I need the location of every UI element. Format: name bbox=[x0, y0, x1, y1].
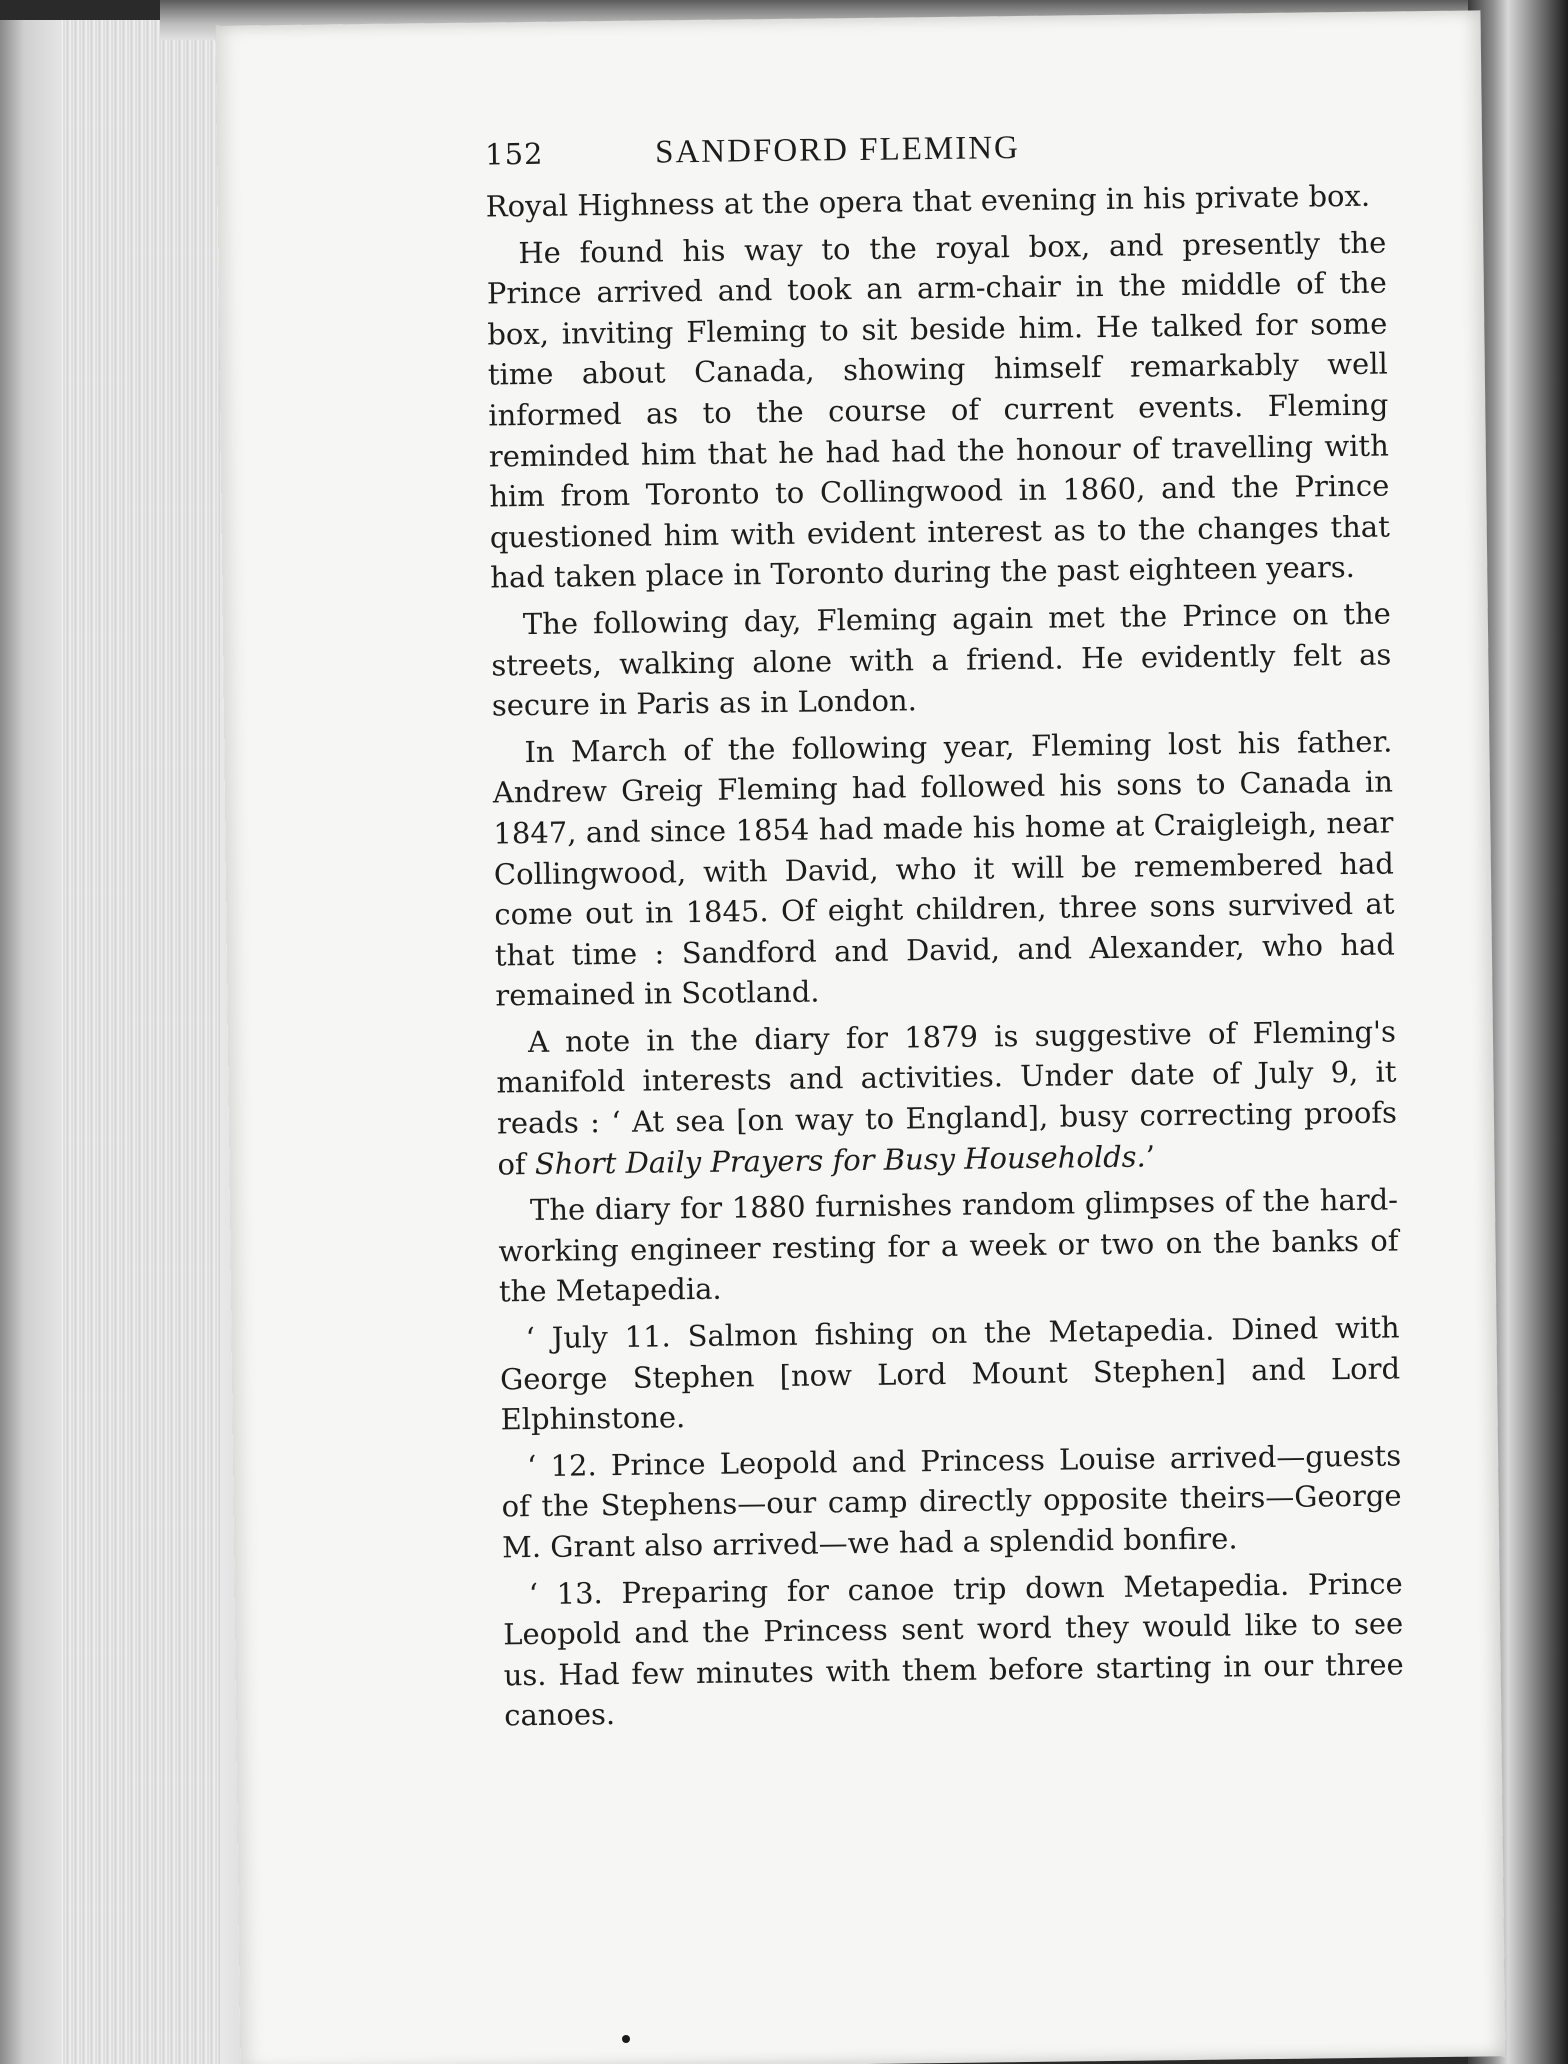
diary-1879-book-title: Short Daily Prayers for Busy Households. bbox=[534, 1139, 1146, 1181]
page-text-block bbox=[485, 124, 1405, 1737]
paragraph-continuation: Royal Highness at the opera that evening in his private box. bbox=[485, 178, 1371, 224]
page-number: 152 bbox=[484, 136, 544, 172]
book-page-edges bbox=[0, 20, 250, 2064]
diary-entry-13: ‘ 13. Preparing for canoe trip down Metapedia. Prince Leopold and the Princess sent word they would like to see us. Had few minutes with them before starting in our three canoes. bbox=[503, 1566, 1404, 1733]
diary-1879-text: A note in the diary for 1879 is suggestive of Fleming's manifold interests and activities. Under date of July 9, it reads : ‘ At sea [on way to England], busy correcting proofs of bbox=[496, 1014, 1398, 1182]
paragraph-following-day: The following day, Fleming again met the Prince on the streets, walking alone with a friend. He evidently felt as secure in Paris as in London. bbox=[491, 596, 1392, 723]
diary-entry-july-11: ‘ July 11. Salmon fishing on the Metapedia. Dined with George Stephen [now Lord Mount Stephen] and Lord Elphinstone. bbox=[499, 1310, 1401, 1437]
paragraph-royal-box: He found his way to the royal box, and presently the Prince arrived and took an arm-chair in the middle of the box, inviting Fleming to sit beside him. He talked for some time about Canada, showing himself remarkably well informed as to the course of current events. Fleming reminded him that he had had the honour of travelling with him from Toronto to Collingwood in 1860, and the Prince questioned him with evident interest as to the changes that had taken place in Toronto during the past eighteen years. bbox=[486, 225, 1390, 595]
running-head bbox=[485, 124, 1386, 185]
paragraph-father: In March of the following year, Fleming lost his father. Andrew Greig Fleming had followed his sons to Canada in 1847, and since 1854 had made his home at Craigleigh, near Collingwood, with David, who it will be remembered had come out in 1845. Of eight children, three sons survived at that time : Sandford and David, and Alexander, who had remained in Scotland. bbox=[492, 724, 1396, 1013]
diary-1879-closing-quote: ’ bbox=[1145, 1139, 1156, 1174]
diary-entry-12: ‘ 12. Prince Leopold and Princess Louise arrived—guests of the Stephens—our camp directly opposite theirs—George M. Grant also arrived—we had a splendid bonfire. bbox=[501, 1438, 1402, 1565]
paragraph-diary-1880: The diary for 1880 furnishes random glimpses of the hard-working engineer resting for a week or two on the banks of the Metapedia. bbox=[498, 1182, 1399, 1309]
running-title: SANDFORD FLEMING bbox=[654, 129, 1021, 171]
paragraph-diary-1879 bbox=[496, 1011, 1398, 1184]
book-page bbox=[216, 10, 1506, 2064]
page-speck bbox=[622, 2035, 630, 2043]
